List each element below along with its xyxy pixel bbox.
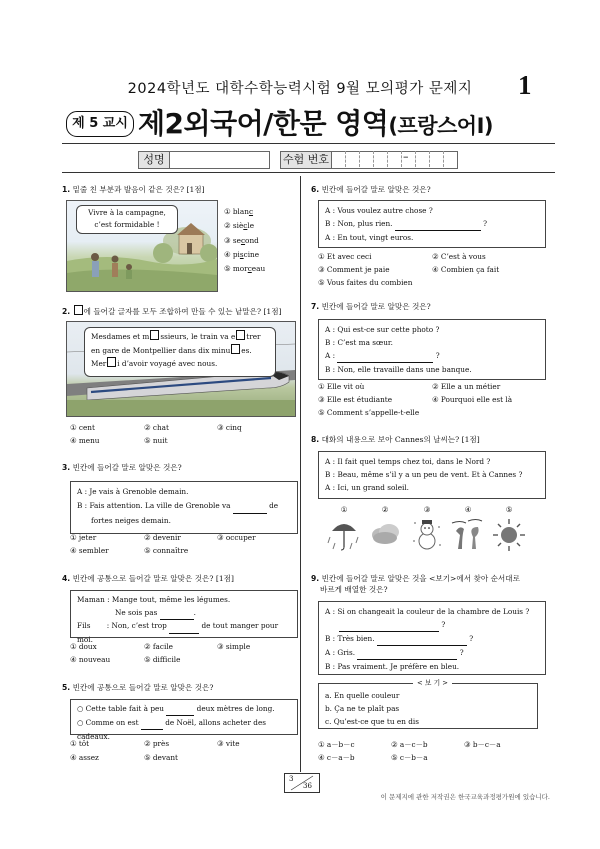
divider bbox=[345, 151, 346, 167]
text-fragment: . bbox=[193, 607, 196, 617]
dialogue-line: B : Non, elle travaille dans une banque. bbox=[325, 365, 472, 374]
dialogue-line: B : Beau, même s’il y a un peu de vent. Et à Cannes ? bbox=[325, 470, 523, 479]
text-fragment: ○ Comme on est bbox=[77, 718, 139, 727]
option-text: cine bbox=[243, 249, 260, 259]
option-5[interactable]: ⑤ difficile bbox=[144, 655, 181, 664]
option-4[interactable]: ④ Combien ça fait bbox=[432, 265, 500, 274]
text-fragment: de bbox=[269, 501, 279, 510]
text-fragment: : Non, c’est trop bbox=[106, 621, 167, 631]
question-5 bbox=[62, 682, 213, 693]
option-4[interactable]: ④ assez bbox=[70, 753, 99, 762]
name-field[interactable] bbox=[169, 151, 270, 169]
dialogue-line: A : Qui est-ce sur cette photo ? bbox=[325, 325, 440, 334]
dialogue-line: A : Je vais à Grenoble demain. bbox=[77, 487, 189, 496]
option-text: le bbox=[247, 221, 255, 231]
answer-blank bbox=[169, 620, 199, 634]
copyright-notice: 이 문제지에 관한 저작권은 한국교육과정평가원에 있습니다. bbox=[380, 793, 550, 801]
text-fragment: ? bbox=[469, 634, 474, 643]
question-number: 7. bbox=[311, 302, 320, 311]
announcement-line bbox=[91, 344, 269, 358]
divider bbox=[429, 151, 430, 167]
option-text: mor bbox=[232, 264, 248, 274]
text-fragment: Fils bbox=[77, 621, 91, 631]
option-1[interactable]: ① cent bbox=[70, 423, 95, 432]
option-number: ③ bbox=[423, 505, 431, 514]
question-text: 빈칸에 들어갈 말로 알맞은 것은? bbox=[321, 302, 431, 311]
answer-blank bbox=[395, 217, 481, 231]
question-text: 빈칸에 공통으로 들어갈 말로 알맞은 것은? bbox=[72, 683, 214, 692]
underlined-letter: c bbox=[247, 264, 252, 274]
page-current: 3 bbox=[289, 775, 294, 783]
option-4[interactable] bbox=[224, 248, 265, 262]
text-fragment: Mer bbox=[91, 359, 107, 368]
option-3[interactable]: ③ cinq bbox=[217, 423, 242, 432]
dialogue-line bbox=[325, 618, 539, 632]
text-fragment: de tout manger pour moi. bbox=[77, 621, 279, 644]
option-text: se bbox=[232, 235, 241, 245]
bogi-item: b. Ça ne te plaît pas bbox=[325, 704, 400, 713]
question-number: 9. bbox=[311, 574, 320, 583]
option-3[interactable]: ③ simple bbox=[217, 642, 251, 651]
option-5[interactable]: ⑤ Vous faites du combien bbox=[318, 278, 413, 287]
text-fragment: deux mètres de long. bbox=[196, 704, 275, 713]
text-fragment: ? bbox=[441, 620, 446, 629]
question-number: 4. bbox=[62, 574, 71, 583]
subject-sub: (프랑스어Ⅰ) bbox=[388, 114, 493, 138]
q4-dialogue-box bbox=[70, 590, 298, 644]
text-fragment: i d’avoir voyagé avec nous. bbox=[117, 359, 218, 368]
text-fragment: ? bbox=[435, 351, 440, 360]
divider bbox=[387, 151, 388, 167]
option-2[interactable]: ② près bbox=[144, 739, 170, 748]
option-3[interactable] bbox=[409, 505, 445, 559]
name-label: 성명 bbox=[138, 151, 170, 169]
question-3 bbox=[62, 462, 182, 473]
bubble-line: c’est formidable ! bbox=[94, 220, 160, 229]
option-text: blan bbox=[232, 207, 249, 216]
sentence-line bbox=[77, 702, 291, 716]
option-number: ① bbox=[340, 505, 348, 514]
question-number: 5. bbox=[62, 683, 71, 692]
dialogue-line bbox=[77, 620, 291, 646]
option-number: ③ bbox=[224, 235, 231, 245]
option-number: ④ bbox=[464, 505, 472, 514]
dialogue-line bbox=[325, 217, 539, 231]
option-4[interactable]: ④ menu bbox=[70, 436, 100, 445]
question-number: 6. bbox=[311, 185, 320, 194]
dialogue-line: A : Vous voulez autre chose ? bbox=[325, 206, 433, 215]
option-4[interactable]: ④ c－a－b bbox=[318, 753, 355, 762]
header-rule bbox=[62, 143, 555, 144]
bogi-label: < 보 기 > bbox=[413, 678, 452, 688]
answer-blank bbox=[337, 349, 433, 363]
option-1[interactable]: ① doux bbox=[70, 642, 97, 651]
option-1[interactable]: ① tôt bbox=[70, 739, 90, 748]
option-2[interactable]: ② devenir bbox=[144, 533, 181, 542]
underlined-letter: c bbox=[243, 221, 248, 231]
question-text: 빈칸에 들어갈 말로 알맞은 것은? bbox=[72, 463, 182, 472]
underlined-letter: s bbox=[239, 249, 244, 259]
dialogue-line: Maman : Mange tout, même les légumes. bbox=[77, 595, 231, 604]
option-1[interactable] bbox=[326, 505, 362, 559]
option-4[interactable]: ④ Pourquoi elle est là bbox=[432, 395, 513, 404]
period-badge: 제 5 교시 bbox=[66, 111, 134, 137]
q6-dialogue-box bbox=[318, 200, 546, 248]
q1-options bbox=[224, 205, 265, 276]
subject-main: 제2외국어/한문 영역 bbox=[138, 107, 389, 140]
answer-blank bbox=[166, 702, 194, 716]
option-3[interactable]: ③ Comment je paie bbox=[318, 265, 390, 274]
dialogue-line: B : C’est ma sœur. bbox=[325, 338, 393, 347]
divider bbox=[443, 151, 444, 167]
option-5[interactable]: ⑤ devant bbox=[144, 753, 178, 762]
answer-blank bbox=[233, 499, 267, 514]
option-2[interactable]: ② a－c－b bbox=[391, 740, 428, 749]
dialogue-line bbox=[325, 632, 539, 646]
option-2[interactable]: ② chat bbox=[144, 423, 169, 432]
option-number: ⑤ bbox=[224, 264, 231, 274]
option-3[interactable]: ③ vite bbox=[217, 739, 240, 748]
option-5[interactable]: ⑤ connaître bbox=[144, 546, 189, 555]
question-number: 2. bbox=[62, 307, 71, 316]
text-fragment: ? bbox=[483, 219, 488, 228]
option-text: pi bbox=[232, 249, 240, 259]
option-2[interactable]: ② facile bbox=[144, 642, 173, 651]
text-fragment: trer bbox=[246, 332, 261, 341]
q3-dialogue-box bbox=[70, 481, 298, 534]
option-text: siè bbox=[232, 221, 244, 231]
option-3[interactable]: ③ Elle est étudiante bbox=[318, 395, 393, 404]
option-1[interactable]: ① a－b－c bbox=[318, 740, 355, 749]
subject-title bbox=[138, 102, 493, 142]
bubble-line: Vivre à la campagne, bbox=[88, 208, 166, 217]
option-2[interactable] bbox=[224, 219, 265, 233]
option-text: eau bbox=[251, 264, 266, 274]
blank-box-icon bbox=[107, 357, 116, 367]
page-indicator bbox=[284, 773, 320, 793]
option-number: ① bbox=[224, 207, 231, 216]
announcement-bubble bbox=[84, 327, 276, 377]
dialogue-line: A : En tout, vingt euros. bbox=[325, 233, 414, 242]
announcement-line bbox=[91, 357, 269, 371]
option-2[interactable]: ② C’est à vous bbox=[432, 252, 486, 261]
umbrella-rain-icon bbox=[326, 515, 362, 555]
option-number: ④ bbox=[224, 249, 231, 259]
question-6 bbox=[311, 184, 431, 195]
question-text: 빈칸에 들어갈 말로 알맞은 것은? bbox=[321, 185, 431, 194]
underlined-letter: c bbox=[248, 207, 254, 216]
option-5[interactable]: ⑤ c－b－a bbox=[391, 753, 428, 762]
text-fragment: es. bbox=[241, 345, 252, 355]
question-text: 빈칸에 공통으로 들어갈 말로 알맞은 것은? [1점] bbox=[72, 574, 234, 583]
divider bbox=[373, 151, 374, 167]
question-7 bbox=[311, 301, 431, 312]
cloud-icon bbox=[367, 515, 403, 555]
text-fragment: B : Non, plus rien. bbox=[325, 219, 393, 228]
option-5[interactable]: ⑤ Comment s’appelle-t-elle bbox=[318, 408, 420, 417]
snowman-icon bbox=[409, 515, 445, 555]
option-2[interactable]: ② Elle a un métier bbox=[432, 382, 501, 391]
page-number: 1 bbox=[518, 70, 532, 100]
question-text: 에 들어갈 글자를 모두 조합하여 만들 수 있는 낱말은? [1점] bbox=[83, 307, 282, 316]
answer-blank bbox=[141, 716, 163, 730]
question-text: 밑줄 친 부분과 발음이 같은 것은? [1점] bbox=[72, 185, 205, 194]
bogi-box bbox=[318, 679, 538, 729]
underlined-letter: c bbox=[240, 235, 246, 245]
exam-title: 2024학년도 대학수학능력시험 9월 모의평가 문제지 bbox=[127, 81, 473, 97]
divider bbox=[401, 151, 402, 167]
sentence-line bbox=[77, 716, 291, 743]
text-fragment: en gare de Montpellier dans dix minu bbox=[91, 345, 231, 355]
blank-box-icon bbox=[74, 305, 83, 315]
blank-box-icon bbox=[236, 330, 245, 340]
option-1[interactable] bbox=[224, 205, 265, 219]
question-9 bbox=[311, 573, 551, 595]
question-text: 바르게 배열한 것은? bbox=[320, 585, 388, 594]
dialogue-line bbox=[77, 607, 291, 621]
sun-icon bbox=[491, 515, 527, 555]
text-fragment: ssieurs, le train va e bbox=[160, 332, 236, 341]
blank-box-icon bbox=[150, 330, 159, 340]
text-fragment: A : Gris. bbox=[325, 648, 356, 657]
option-number: ② bbox=[224, 221, 231, 231]
bogi-item: c. Qu’est-ce que tu en dis bbox=[325, 717, 419, 726]
exam-number-field[interactable] bbox=[331, 151, 458, 169]
announcement-line bbox=[91, 330, 269, 344]
option-number: ② bbox=[381, 505, 389, 514]
speech-bubble bbox=[76, 205, 178, 234]
column-divider bbox=[300, 176, 301, 772]
answer-blank bbox=[377, 632, 467, 646]
option-1[interactable]: ① jeter bbox=[70, 533, 97, 542]
option-2[interactable] bbox=[367, 505, 403, 559]
q9-dialogue-box bbox=[318, 601, 546, 675]
option-4[interactable]: ④ nouveau bbox=[70, 655, 111, 664]
question-4 bbox=[62, 573, 234, 584]
question-number: 1. bbox=[62, 185, 71, 194]
exam-number-dash: – bbox=[403, 150, 409, 163]
text-fragment: Ne sois pas bbox=[115, 607, 158, 617]
question-2 bbox=[62, 305, 300, 317]
blank-box-icon bbox=[231, 344, 240, 354]
dialogue-line: B : Pas vraiment. Je préfère en bleu. bbox=[325, 662, 460, 671]
header-rule-bottom bbox=[62, 172, 555, 173]
option-5[interactable]: ⑤ nuit bbox=[144, 436, 168, 445]
question-number: 3. bbox=[62, 463, 71, 472]
q7-dialogue-box bbox=[318, 319, 546, 380]
answer-blank bbox=[339, 618, 439, 632]
option-number: ⑤ bbox=[505, 505, 513, 514]
exam-number-label: 수험 번호 bbox=[280, 151, 332, 169]
bogi-item: a. En quelle couleur bbox=[325, 691, 400, 700]
divider bbox=[415, 151, 416, 167]
option-5[interactable] bbox=[491, 505, 527, 559]
text-fragment: A : bbox=[325, 351, 336, 360]
text-fragment: de Noël, allons acheter des cadeaux. bbox=[77, 718, 267, 741]
question-1 bbox=[62, 184, 298, 195]
dialogue-line: A : Si on changeait la couleur de la chambre de Louis ? bbox=[325, 607, 530, 616]
dialogue-line: fortes neiges demain. bbox=[91, 516, 171, 525]
q5-sentence-box bbox=[70, 699, 298, 741]
option-3[interactable] bbox=[224, 234, 265, 248]
question-text: 대화의 내용으로 보아 Cannes의 날씨는? [1점] bbox=[321, 435, 480, 444]
text-fragment: B : Fais attention. La ville de Grenoble va bbox=[77, 501, 231, 510]
dialogue-line bbox=[325, 646, 539, 660]
text-fragment: B : Très bien. bbox=[325, 634, 375, 643]
option-3[interactable]: ③ b－c－a bbox=[464, 740, 501, 749]
dialogue-line bbox=[325, 349, 539, 363]
dialogue-line: A : Il fait quel temps chez toi, dans le Nord ? bbox=[325, 457, 491, 466]
page-total: 36 bbox=[303, 782, 312, 790]
question-text: 빈칸에 들어갈 말로 알맞은 것을 <보기>에서 찾아 순서대로 bbox=[321, 574, 520, 583]
option-1[interactable]: ① Elle vit où bbox=[318, 382, 365, 391]
divider bbox=[359, 151, 360, 167]
answer-blank bbox=[160, 607, 194, 621]
text-fragment: ○ Cette table fait à peu bbox=[77, 704, 165, 713]
option-1[interactable]: ① Et avec ceci bbox=[318, 252, 372, 261]
text-fragment: Mesdames et m bbox=[91, 332, 150, 341]
question-number: 8. bbox=[311, 435, 320, 444]
question-8 bbox=[311, 434, 480, 445]
option-4[interactable]: ④ sembler bbox=[70, 546, 109, 555]
dialogue-line bbox=[77, 499, 291, 514]
q8-dialogue-box bbox=[318, 451, 546, 499]
option-4[interactable] bbox=[450, 505, 486, 559]
answer-blank bbox=[357, 646, 457, 660]
wind-trees-icon bbox=[450, 515, 486, 555]
dialogue-line: A : Ici, un grand soleil. bbox=[325, 483, 410, 492]
option-5[interactable] bbox=[224, 262, 265, 276]
text-fragment: ? bbox=[459, 648, 464, 657]
option-text: ond bbox=[245, 235, 259, 245]
option-3[interactable]: ③ occuper bbox=[217, 533, 256, 542]
